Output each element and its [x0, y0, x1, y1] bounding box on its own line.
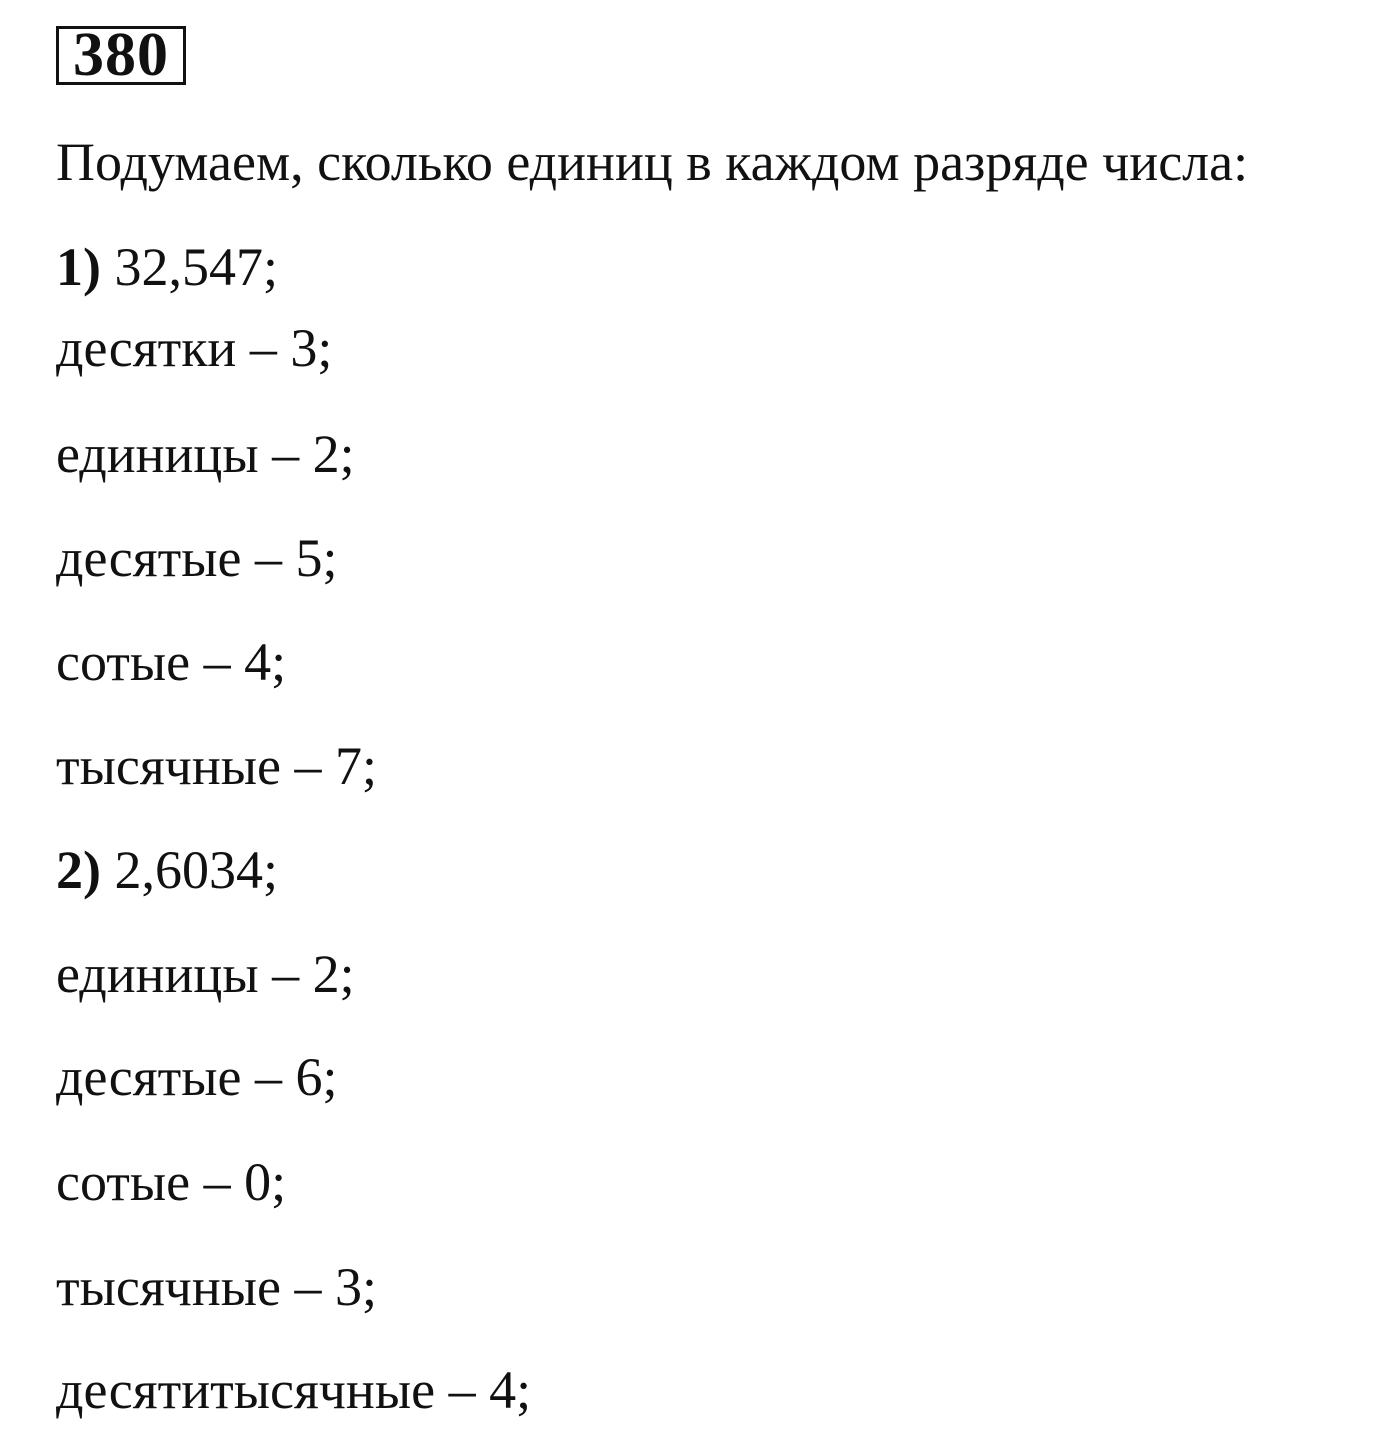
digit-line: десятитысячные – 4; — [56, 1360, 532, 1420]
digit-line: единицы – 2; — [56, 944, 355, 1004]
problem-number: 380 — [56, 26, 186, 85]
digit-line: тысячные – 3; — [56, 1257, 377, 1317]
item-2-header — [56, 840, 278, 900]
digit-line: сотые – 4; — [56, 632, 287, 692]
item-marker: 2) — [56, 840, 101, 900]
digit-line: единицы – 2; — [56, 424, 355, 484]
digit-line: сотые – 0; — [56, 1152, 287, 1212]
item-1-header — [56, 237, 278, 297]
digit-line: десятые – 5; — [56, 528, 338, 588]
digit-line: десятые – 6; — [56, 1047, 338, 1107]
item-number: 32,547; — [100, 237, 278, 297]
intro-text: Подумаем, сколько единиц в каждом разряде числа: — [56, 132, 1249, 192]
digit-line: тысячные – 7; — [56, 736, 377, 796]
digit-line: десятки – 3; — [56, 318, 333, 378]
item-marker: 1) — [56, 237, 101, 297]
item-number: 2,6034; — [100, 840, 278, 900]
